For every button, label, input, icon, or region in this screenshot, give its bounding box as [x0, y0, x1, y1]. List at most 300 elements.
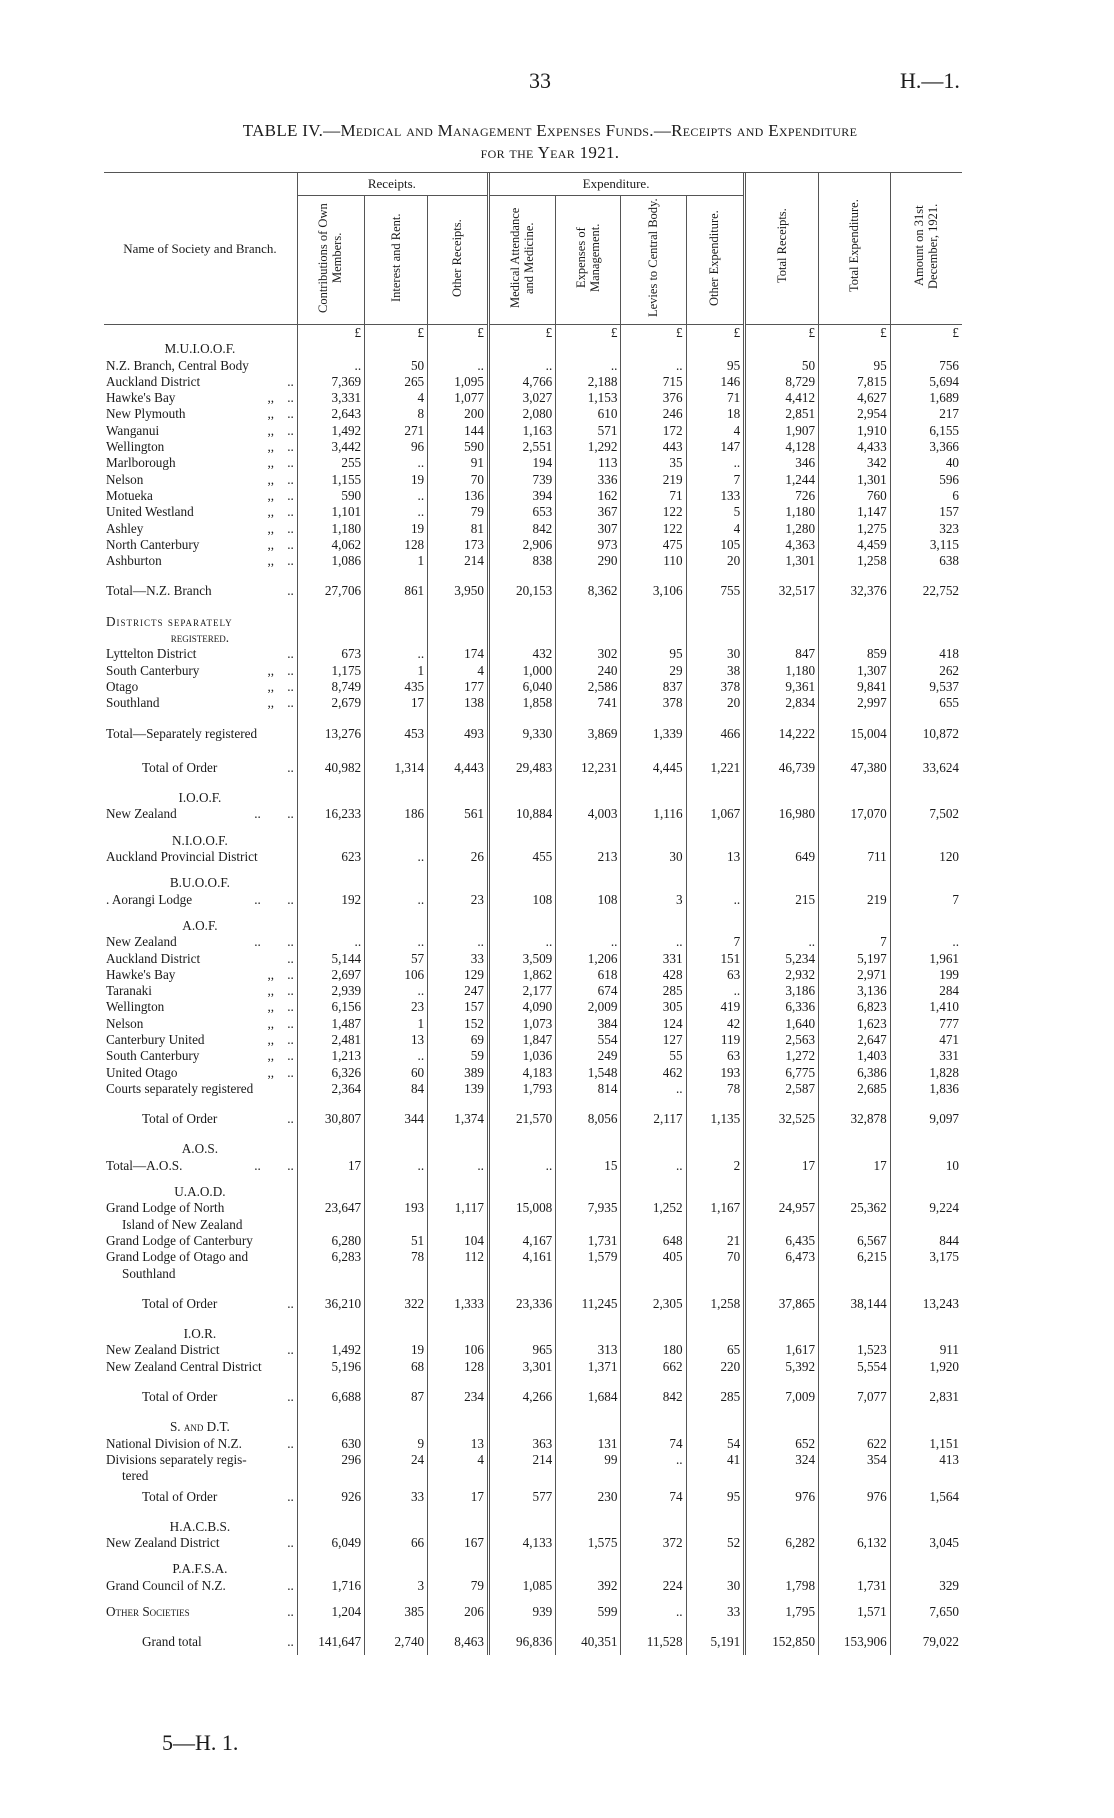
row-label — [104, 488, 297, 504]
value-cell: 911 — [890, 1342, 962, 1358]
table-row — [104, 1604, 962, 1620]
value-cell: 71 — [686, 390, 745, 406]
value-cell: 11,528 — [621, 1630, 686, 1654]
value-cell: 471 — [890, 1032, 962, 1048]
value-cell: 2,188 — [556, 374, 621, 390]
value-cell: 1 — [365, 1016, 428, 1032]
title-prefix: TABLE IV.— — [242, 121, 341, 140]
value-cell: 13 — [365, 1032, 428, 1048]
value-cell: 55 — [621, 1048, 686, 1064]
value-cell: 122 — [621, 521, 686, 537]
value-cell: 4,062 — [297, 537, 364, 553]
value-cell: 162 — [556, 488, 621, 504]
value-cell: 331 — [890, 1048, 962, 1064]
row-label — [104, 1081, 297, 1097]
value-cell: 389 — [428, 1065, 489, 1081]
unit-cell: £ — [488, 325, 555, 342]
value-cell: 25,362 — [819, 1200, 891, 1216]
row-name: I.O.O.F. — [178, 790, 222, 806]
row-label — [104, 1184, 297, 1200]
value-cell: 3,115 — [890, 537, 962, 553]
row-label — [104, 1436, 297, 1452]
value-cell: 2,481 — [297, 1032, 364, 1048]
row-name: Districts separately — [106, 613, 233, 629]
value-cell: 1,798 — [745, 1578, 819, 1594]
page-number: 33 — [529, 68, 551, 93]
row-label — [104, 521, 297, 537]
value-cell: 29,483 — [488, 756, 555, 780]
value-cell: 590 — [428, 439, 489, 455]
spacer-row — [104, 908, 962, 918]
row-leader: ,, .. — [267, 983, 294, 999]
value-cell: 1,000 — [488, 663, 555, 679]
row-name: New Zealand District — [106, 1535, 220, 1551]
value-cell: 1,116 — [621, 806, 686, 822]
value-cell: 711 — [819, 849, 891, 865]
value-cell: 653 — [488, 504, 555, 520]
value-cell: .. — [297, 934, 364, 950]
row-name: Motueka — [106, 487, 153, 503]
value-cell: 17 — [745, 1158, 819, 1174]
value-cell: 7 — [890, 892, 962, 908]
spacer-row — [104, 1282, 962, 1292]
value-cell: 329 — [890, 1578, 962, 1594]
value-cell: 70 — [686, 1249, 745, 1265]
value-cell: 662 — [621, 1359, 686, 1375]
value-cell: 285 — [621, 983, 686, 999]
value-cell: 3,186 — [745, 983, 819, 999]
page-code: H.—1. — [900, 68, 960, 93]
value-cell: 1,213 — [297, 1048, 364, 1064]
row-leader: .. — [287, 646, 294, 662]
value-cell: 455 — [488, 849, 555, 865]
value-cell: 1,371 — [556, 1359, 621, 1375]
value-cell: .. — [428, 1158, 489, 1174]
value-cell: 30 — [686, 1578, 745, 1594]
value-cell: 157 — [428, 999, 489, 1015]
value-cell: 33 — [428, 951, 489, 967]
value-cell: 70 — [428, 472, 489, 488]
value-cell: 63 — [686, 967, 745, 983]
value-cell: 7 — [686, 472, 745, 488]
row-name: New Zealand — [106, 806, 177, 822]
value-cell: 172 — [621, 423, 686, 439]
row-name: New Zealand — [106, 934, 177, 950]
row-label — [104, 967, 297, 983]
value-cell: 655 — [890, 695, 962, 711]
value-cell: 4,443 — [428, 756, 489, 780]
value-cell: 95 — [621, 646, 686, 662]
value-cell: 9,841 — [819, 679, 891, 695]
value-cell: 200 — [428, 406, 489, 422]
value-cell: 1,258 — [686, 1292, 745, 1316]
row-label — [104, 679, 297, 695]
value-cell: 313 — [556, 1342, 621, 1358]
value-cell: 23 — [365, 999, 428, 1015]
value-cell: 112 — [428, 1249, 489, 1265]
row-leader: ,, .. — [267, 390, 294, 406]
value-cell: 1,961 — [890, 951, 962, 967]
value-cell: 193 — [365, 1200, 428, 1216]
value-cell: 104 — [428, 1233, 489, 1249]
value-cell: 1,640 — [745, 1016, 819, 1032]
col-header: Contributions of Own Members. — [297, 196, 364, 325]
value-cell: 33 — [686, 1604, 745, 1620]
value-cell: 119 — [686, 1032, 745, 1048]
row-name: Island of New Zealand — [122, 1216, 243, 1232]
value-cell: 493 — [428, 722, 489, 746]
spacer-row — [104, 823, 962, 833]
row-label — [104, 1032, 297, 1048]
value-cell: 590 — [297, 488, 364, 504]
row-name: . Aorangi Lodge — [106, 891, 193, 907]
row-name: Ashley — [106, 520, 144, 536]
value-cell: 6,336 — [745, 999, 819, 1015]
table-row — [104, 1048, 962, 1064]
value-cell: 10,884 — [488, 806, 555, 822]
value-cell: 6,435 — [745, 1233, 819, 1249]
value-cell: 214 — [428, 553, 489, 569]
value-cell: 2,080 — [488, 406, 555, 422]
row-name: Total of Order — [142, 759, 218, 775]
value-cell: .. — [365, 504, 428, 520]
value-cell: 7 — [686, 934, 745, 950]
row-name: H.A.C.B.S. — [169, 1518, 231, 1534]
value-cell: 113 — [556, 455, 621, 471]
value-cell: 4 — [686, 521, 745, 537]
value-cell: 2,643 — [297, 406, 364, 422]
value-cell: 1,828 — [890, 1065, 962, 1081]
value-cell: 19 — [365, 472, 428, 488]
value-cell: 95 — [686, 358, 745, 374]
row-name: Hawke's Bay — [106, 966, 176, 982]
value-cell: 2,647 — [819, 1032, 891, 1048]
spacer-row — [104, 865, 962, 875]
value-cell: 1,117 — [428, 1200, 489, 1216]
value-cell: 367 — [556, 504, 621, 520]
footer-code: 5—H. 1. — [162, 1730, 239, 1755]
value-cell: 8,729 — [745, 374, 819, 390]
value-cell: 1,523 — [819, 1342, 891, 1358]
value-cell: 133 — [686, 488, 745, 504]
value-cell: 2,906 — [488, 537, 555, 553]
value-cell: 6,280 — [297, 1233, 364, 1249]
row-label — [104, 579, 297, 603]
value-cell: 2,740 — [365, 1630, 428, 1654]
value-cell: 1,731 — [556, 1233, 621, 1249]
value-cell: 30,807 — [297, 1107, 364, 1131]
value-cell: 5,554 — [819, 1359, 891, 1375]
table-row — [104, 1200, 962, 1216]
value-cell: 3 — [365, 1578, 428, 1594]
row-name: Southland — [106, 695, 160, 711]
row-leader: .. — [287, 373, 294, 389]
spacer-row — [104, 569, 962, 579]
col-header: Expenses of Management. — [556, 196, 621, 325]
value-cell: 19 — [365, 1342, 428, 1358]
row-name: United Otago — [106, 1064, 178, 1080]
value-cell: 9,097 — [890, 1107, 962, 1131]
table-row — [104, 1578, 962, 1594]
spacer-row — [104, 780, 962, 790]
value-cell: 2,587 — [745, 1081, 819, 1097]
value-cell: 206 — [428, 1604, 489, 1620]
value-cell: 180 — [621, 1342, 686, 1358]
title-year: for the Year 1921. — [480, 143, 620, 162]
row-name: Total—A.O.S. — [106, 1157, 183, 1173]
row-label — [104, 1249, 297, 1265]
value-cell: 9,537 — [890, 679, 962, 695]
value-cell: 59 — [428, 1048, 489, 1064]
unit-cell: £ — [890, 325, 962, 342]
row-label — [104, 1200, 297, 1216]
row-name: United Westland — [106, 504, 194, 520]
row-label — [104, 1385, 297, 1409]
row-leader: ,, .. — [267, 678, 294, 694]
row-name: Grand total — [142, 1634, 202, 1650]
value-cell: 249 — [556, 1048, 621, 1064]
value-cell: 177 — [428, 679, 489, 695]
table-row — [104, 374, 962, 390]
value-cell: 4,161 — [488, 1249, 555, 1265]
value-cell: 290 — [556, 553, 621, 569]
value-cell: .. — [365, 1048, 428, 1064]
value-cell: 66 — [365, 1535, 428, 1551]
row-leader: .. — [287, 759, 294, 775]
row-name: M.U.I.O.O.F. — [164, 341, 236, 357]
value-cell: 38,144 — [819, 1292, 891, 1316]
row-leader: ,, .. — [267, 966, 294, 982]
value-cell: 16,233 — [297, 806, 364, 822]
value-cell: 1,272 — [745, 1048, 819, 1064]
row-name: Wanganui — [106, 422, 160, 438]
row-label — [104, 892, 297, 908]
row-label — [104, 646, 297, 662]
table-row — [104, 579, 962, 603]
value-cell: 6,283 — [297, 1249, 364, 1265]
row-name: New Zealand District — [106, 1342, 220, 1358]
value-cell: 32,376 — [819, 579, 891, 603]
value-cell: 376 — [621, 390, 686, 406]
row-name: Wellington — [106, 999, 165, 1015]
value-cell: 3,175 — [890, 1249, 962, 1265]
value-cell: 324 — [745, 1452, 819, 1468]
spacer-row — [104, 1594, 962, 1604]
value-cell: 32,525 — [745, 1107, 819, 1131]
table-row — [104, 833, 962, 849]
value-cell: 27,706 — [297, 579, 364, 603]
table-row — [104, 553, 962, 569]
row-leader: ,, .. — [267, 487, 294, 503]
value-cell: 435 — [365, 679, 428, 695]
value-cell: 69 — [428, 1032, 489, 1048]
value-cell: 1,314 — [365, 756, 428, 780]
table-row — [104, 1107, 962, 1131]
value-cell: 2,851 — [745, 406, 819, 422]
value-cell: 7,502 — [890, 806, 962, 822]
value-cell: 15,004 — [819, 722, 891, 746]
value-cell: 50 — [745, 358, 819, 374]
value-cell: 17 — [365, 695, 428, 711]
value-cell: 6,282 — [745, 1535, 819, 1551]
row-label — [104, 875, 297, 891]
value-cell: 110 — [621, 553, 686, 569]
value-cell: 392 — [556, 1578, 621, 1594]
row-name: Total of Order — [142, 1295, 218, 1311]
value-cell: 74 — [621, 1485, 686, 1509]
row-leader: ,, .. — [267, 422, 294, 438]
value-cell: 1,548 — [556, 1065, 621, 1081]
row-label — [104, 614, 297, 630]
row-label — [104, 999, 297, 1015]
row-label — [104, 1048, 297, 1064]
row-leader: ,, .. — [267, 439, 294, 455]
table-row — [104, 967, 962, 983]
table-row — [104, 1016, 962, 1032]
table-row — [104, 1535, 962, 1551]
value-cell: 6,049 — [297, 1535, 364, 1551]
value-cell: 4,433 — [819, 439, 891, 455]
value-cell: 284 — [890, 983, 962, 999]
value-cell: 131 — [556, 1436, 621, 1452]
value-cell: 1,086 — [297, 553, 364, 569]
value-cell: 4 — [686, 423, 745, 439]
row-name: North Canterbury — [106, 536, 200, 552]
row-label — [104, 1630, 297, 1654]
row-label — [104, 756, 297, 780]
value-cell: 861 — [365, 579, 428, 603]
value-cell: 1,147 — [819, 504, 891, 520]
value-cell: 673 — [297, 646, 364, 662]
row-label — [104, 833, 297, 849]
value-cell: 79,022 — [890, 1630, 962, 1654]
value-cell: 15,008 — [488, 1200, 555, 1216]
value-cell: 1,907 — [745, 423, 819, 439]
name-header: Name of Society and Branch. — [104, 173, 297, 325]
table-row — [104, 1233, 962, 1249]
value-cell: 17 — [819, 1158, 891, 1174]
row-name: Auckland District — [106, 950, 201, 966]
value-cell: 1,180 — [745, 504, 819, 520]
value-cell: 630 — [297, 1436, 364, 1452]
value-cell: .. — [365, 488, 428, 504]
value-cell: 13,276 — [297, 722, 364, 746]
table-row — [104, 1452, 962, 1468]
value-cell: 192 — [297, 892, 364, 908]
row-name: Grand Lodge of North — [106, 1200, 225, 1216]
value-cell: 3 — [621, 892, 686, 908]
value-cell: 224 — [621, 1578, 686, 1594]
row-name: Marlborough — [106, 455, 176, 471]
row-label — [104, 1561, 297, 1577]
value-cell: 7,009 — [745, 1385, 819, 1409]
value-cell: 146 — [686, 374, 745, 390]
row-name: Southland — [122, 1265, 176, 1281]
value-cell: 78 — [365, 1249, 428, 1265]
row-label — [104, 1519, 297, 1535]
spacer-row — [104, 604, 962, 614]
row-label — [104, 1292, 297, 1316]
value-cell: 219 — [621, 472, 686, 488]
unit-cell: £ — [365, 325, 428, 342]
value-cell: 22,752 — [890, 579, 962, 603]
row-label — [104, 1578, 297, 1594]
value-cell: 331 — [621, 951, 686, 967]
value-cell: 1,487 — [297, 1016, 364, 1032]
value-cell: 3,509 — [488, 951, 555, 967]
unit-cell: £ — [428, 325, 489, 342]
value-cell: 1 — [365, 663, 428, 679]
row-leader: .. — [287, 1295, 294, 1311]
value-cell: 1,731 — [819, 1578, 891, 1594]
value-cell: 153,906 — [819, 1630, 891, 1654]
row-leader: .. .. — [254, 1157, 294, 1173]
value-cell: 16,980 — [745, 806, 819, 822]
spacer-row — [104, 1097, 962, 1107]
row-name: New Plymouth — [106, 406, 186, 422]
value-cell: 1,575 — [556, 1535, 621, 1551]
row-label — [104, 1485, 297, 1509]
value-cell: 81 — [428, 521, 489, 537]
row-name: Lyttelton District — [106, 646, 197, 662]
value-cell: 47,380 — [819, 756, 891, 780]
table-row — [104, 722, 962, 746]
value-cell: 38 — [686, 663, 745, 679]
table-row — [104, 1468, 962, 1484]
value-cell: 2,954 — [819, 406, 891, 422]
value-cell: 1,847 — [488, 1032, 555, 1048]
table-title — [100, 120, 1000, 164]
unit-cell: £ — [556, 325, 621, 342]
value-cell: .. — [365, 646, 428, 662]
value-cell: 1,101 — [297, 504, 364, 520]
value-cell: 265 — [365, 374, 428, 390]
value-cell: 973 — [556, 537, 621, 553]
row-label — [104, 951, 297, 967]
value-cell: .. — [686, 983, 745, 999]
spacer-row — [104, 1551, 962, 1561]
value-cell: 1,180 — [745, 663, 819, 679]
value-cell: 6,775 — [745, 1065, 819, 1081]
value-cell: 760 — [819, 488, 891, 504]
value-cell: 2,305 — [621, 1292, 686, 1316]
value-cell: 1,836 — [890, 1081, 962, 1097]
value-cell: 40 — [890, 455, 962, 471]
row-leader: .. — [287, 1535, 294, 1551]
row-name: Nelson — [106, 1015, 144, 1031]
row-name: A.O.F. — [182, 917, 218, 933]
value-cell: 17 — [297, 1158, 364, 1174]
row-label — [104, 390, 297, 406]
value-cell: 157 — [890, 504, 962, 520]
value-cell: 194 — [488, 455, 555, 471]
value-cell: 17,070 — [819, 806, 891, 822]
value-cell: 354 — [819, 1452, 891, 1468]
row-name: New Zealand Central District — [106, 1358, 262, 1374]
row-name: N.I.O.O.F. — [172, 832, 228, 848]
value-cell: 307 — [556, 521, 621, 537]
value-cell: 5,694 — [890, 374, 962, 390]
value-cell: 35 — [621, 455, 686, 471]
value-cell: 419 — [686, 999, 745, 1015]
units-row — [104, 325, 962, 342]
value-cell: 213 — [556, 849, 621, 865]
row-leader: ,, .. — [267, 520, 294, 536]
row-name: Nelson — [106, 471, 144, 487]
value-cell: 30 — [686, 646, 745, 662]
value-cell: .. — [365, 849, 428, 865]
row-leader: ,, .. — [267, 536, 294, 552]
